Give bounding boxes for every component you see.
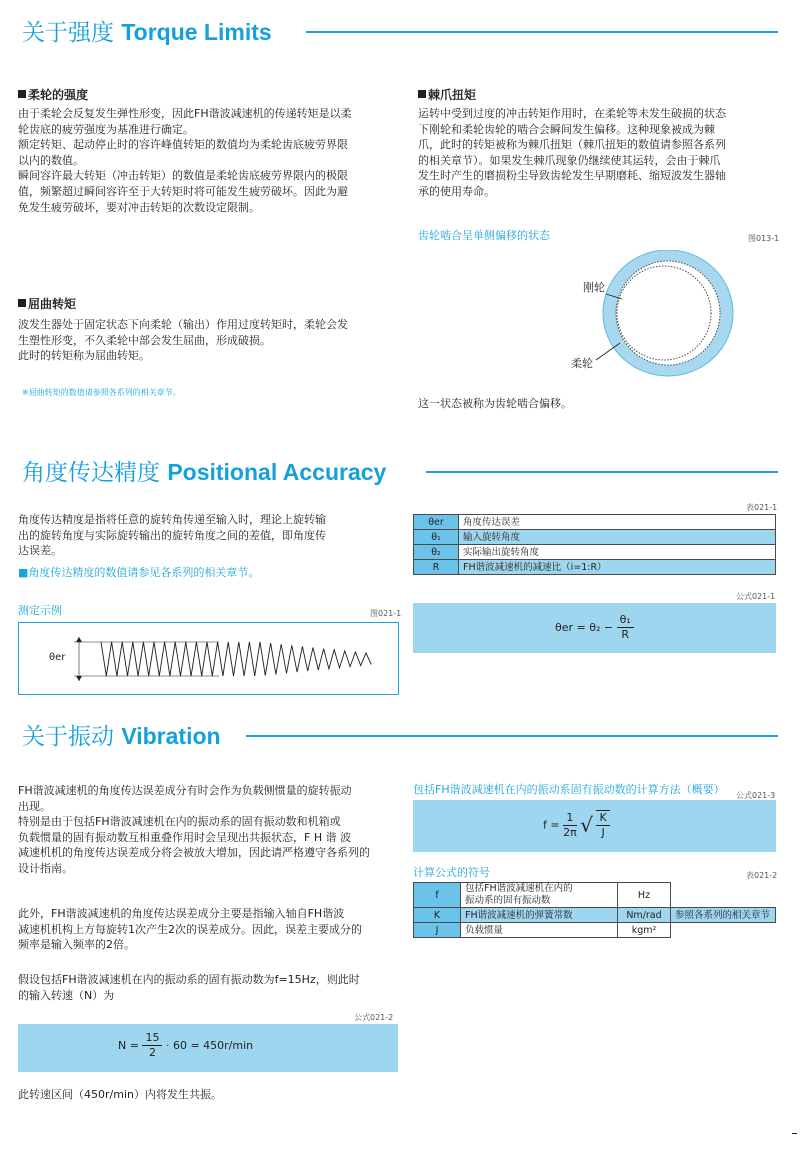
vibration-text-1: FH谐波减速机的角度传达误差成分有时会作为负载侧惯量的旋转振动 出现。 特别是由于包括FH谐波减速机在内的振动系的固有振动数和机箱或 负载惯量的固有振动数互相重叠作用时会呈现出共振状态，F H 谐 波 减速机机的角度传达误差成分将会被放大增加，因此请严格遵守各系列的 设计指南。	[18, 784, 370, 875]
symbols-ref: 表021-2	[746, 871, 778, 880]
section-rule	[246, 735, 778, 737]
vibration-symbols-table	[413, 882, 776, 938]
vibration-conclusion: 此转速区间（450r/min）内将发生共振。	[18, 1088, 222, 1101]
table-row: θ₂ 实际输出旋转角度	[414, 545, 776, 560]
page-edge-mark	[792, 1133, 797, 1134]
vibration-text-2: 此外，FH谐波减速机的角度传达误差成分主要是指输入轴自FH谐波 减速机机构上方每旋转1次产生2次的误差成分。因此，误差主要成分的 频率是输入频率的2倍。	[18, 907, 362, 952]
bullet-square-icon	[18, 299, 26, 307]
gear-figure-caption: 齿轮啮合呈单侧偏移的状态	[418, 229, 550, 242]
strength-text: 由于柔轮会反复发生弹性形变，因此FH谐波减速机的传递转矩是以柔 轮齿底的疲劳强度为基准进行确定。 额定转矩、起动停止时的容许峰值转矩的数值均为柔轮齿底疲劳界限 以内的数值。 瞬间容许最大转矩（冲击转矩）的数值是柔轮齿底疲劳界限内的极限 值，频繁超过瞬间容许至于大转矩时将可能发生疲劳破坏。因此为避 免发生疲劳破坏，要对冲击转矩的次数设定限制。	[18, 107, 352, 214]
section-rule	[306, 31, 778, 33]
formula3-ref: 公式021-3	[736, 791, 776, 800]
ratchet-heading: 棘爪扭矩	[418, 87, 476, 103]
error-waveform-plot	[19, 623, 398, 694]
section-rule	[426, 471, 778, 473]
label-flexspline: 柔轮	[571, 357, 593, 370]
formula-box	[413, 603, 776, 653]
table-row: f 包括FH谐波减速机在内的 振动系的固有振动数 Hz	[414, 883, 776, 908]
formula2-ref: 公式021-2	[354, 1013, 394, 1022]
error-waveform	[101, 642, 371, 676]
calc-caption: 包括FH谐波减速机在内的振动系固有振动数的计算方法（概要）	[413, 783, 725, 796]
section-title-torque: 关于强度 Torque Limits	[22, 19, 272, 46]
table-row: K FH谐波减速机的弹簧常数 Nm/rad 参照各系列的相关章节	[414, 908, 776, 923]
accuracy-table-ref: 表021-1	[746, 503, 778, 512]
measure-frame	[18, 622, 399, 695]
measure-caption: 测定示例	[18, 604, 62, 617]
gear-mesh-diagram	[540, 250, 740, 380]
section-title-accuracy: 角度传达精度 Positional Accuracy	[22, 459, 387, 486]
formula: θer = θ₂ − $\frac{\text{θ₁}}{R}$	[555, 613, 634, 642]
sqrt-icon: √	[580, 813, 593, 837]
buckling-heading: 屈曲转矩	[18, 296, 76, 312]
ratchet-text: 运转中受到过度的冲击转矩作用时，在柔轮等未发生破损的状态 下刚轮和柔轮齿轮的啮合会瞬间发生偏移。这种现象被成为棘 爪，此时的转矩被称为棘爪扭矩（棘爪扭矩的数值请参照各系列 的相关章节）。如果发生棘爪现象仍继续使其运转，会由于棘爪 发生时产生的磨损粉尘导致齿轮发生早期磨耗、缩短波发生器轴 承的使用寿命。	[418, 107, 726, 198]
formula-ref: 公式021-1	[736, 592, 776, 601]
formula3: f = $\frac{1}{2\pi}$ √ $\frac{K}{J}$	[543, 810, 610, 840]
accuracy-text: 角度传达精度是指将任意的旋转角传递至输入时，理论上旋转输 出的旋转角度与实际旋转输出的旋转角度之间的差值，即角度传 达误差。	[18, 513, 326, 558]
buckling-text: 波发生器处于固定状态下向柔轮（输出）作用过度转矩时，柔轮会发 生塑性形变，不久柔轮中部会发生屈曲，形成破损。 此时的转矩称为屈曲转矩。	[18, 318, 348, 363]
bullet-square-icon	[418, 90, 426, 98]
symbols-caption: 计算公式的符号	[413, 866, 490, 879]
section-title-vibration: 关于振动 Vibration	[22, 723, 221, 750]
buckling-note: ※屈曲转矩的数值请参照各系列的相关章节。	[22, 388, 181, 397]
gear-figure-note: 这一状态被称为齿轮啮合偏移。	[418, 397, 572, 410]
formula2: N = $\frac{15}{2}$ · 60 = 450r/min	[118, 1031, 254, 1059]
table-row: θer 角度传达误差	[414, 515, 776, 530]
table-row: R FH谐波减速机的减速比（i=1:R）	[414, 560, 776, 575]
flexspline	[617, 266, 711, 360]
strength-heading: 柔轮的强度	[18, 87, 88, 103]
vibration-text-3: 假设包括FH谐波减速机在内的振动系的固有振动数为f=15Hz，则此时 的输入转速（N）为	[18, 973, 360, 1002]
formula2-box	[18, 1024, 398, 1072]
label-circular-spline: 刚轮	[583, 281, 605, 294]
measure-ref: 图021-1	[370, 609, 402, 618]
gear-figure-ref: 图013-1	[748, 234, 780, 243]
formula3-box	[413, 800, 776, 852]
measure-label: θer	[49, 652, 66, 663]
bullet-square-icon	[18, 90, 26, 98]
table-row: θ₁ 输入旋转角度	[414, 530, 776, 545]
accuracy-note: ■角度传达精度的数值请参见各系列的相关章节。	[18, 566, 260, 579]
table-row: J 负载惯量 kgm²	[414, 923, 776, 938]
accuracy-symbols-table	[413, 514, 776, 575]
